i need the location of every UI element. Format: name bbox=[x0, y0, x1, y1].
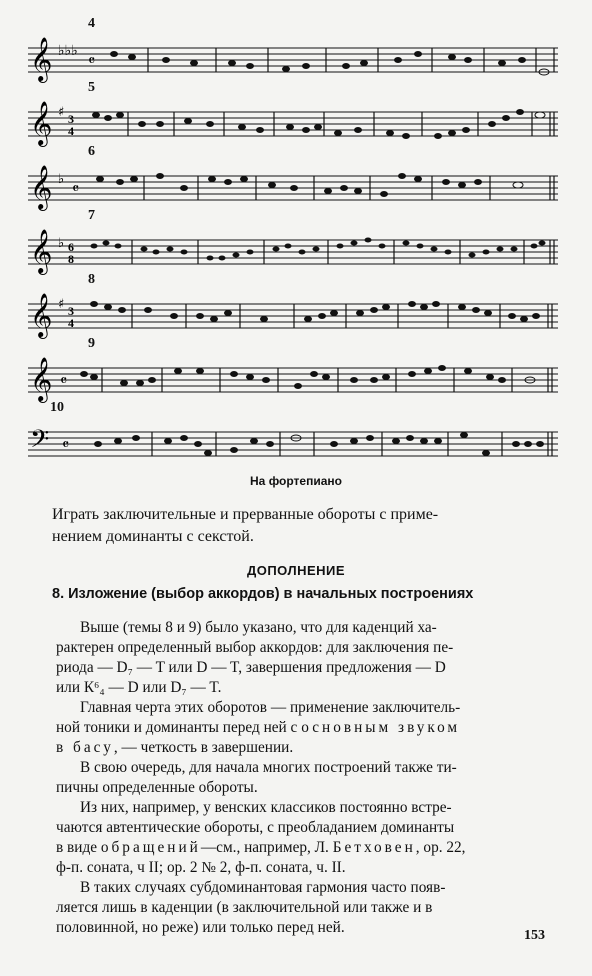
svg-text:𝄞: 𝄞 bbox=[30, 293, 53, 337]
svg-text:𝄞: 𝄞 bbox=[30, 165, 53, 209]
text-line: ляется лишь в каденции (в заключительной или также и в bbox=[56, 899, 433, 916]
svg-text:𝄴: 𝄴 bbox=[88, 51, 96, 70]
svg-text:♭: ♭ bbox=[58, 172, 65, 187]
text-span: —см., например, Л. bbox=[200, 839, 333, 856]
example-number: 6 bbox=[88, 144, 95, 159]
text-line: пичны определенные обороты. bbox=[56, 779, 258, 796]
example-number: 4 bbox=[88, 16, 95, 31]
music-example-4 bbox=[28, 16, 558, 84]
page-number: 153 bbox=[524, 928, 545, 943]
svg-text:𝄢: 𝄢 bbox=[30, 425, 50, 460]
staff bbox=[28, 214, 558, 276]
svg-text:𝄞: 𝄞 bbox=[30, 37, 53, 81]
svg-text:6: 6 bbox=[68, 240, 74, 254]
svg-text:8: 8 bbox=[68, 252, 74, 266]
svg-text:♭♭♭: ♭♭♭ bbox=[58, 43, 78, 59]
text-line bbox=[56, 838, 556, 858]
music-example-7 bbox=[28, 208, 558, 276]
text-line: В таких случаях субдоминантовая гармония часто появ- bbox=[80, 879, 446, 896]
text-line bbox=[56, 718, 556, 738]
example-number: 10 bbox=[50, 400, 64, 415]
body-text bbox=[56, 618, 556, 938]
staff bbox=[28, 342, 558, 404]
example-number: 7 bbox=[88, 208, 95, 223]
text-line: рактерен определенный выбор аккордов: для заключения пе- bbox=[56, 639, 454, 656]
text-line bbox=[56, 738, 556, 758]
spaced-emphasis: обращений bbox=[100, 839, 201, 856]
staff bbox=[28, 278, 558, 340]
text-line: половинной, но реже) или только перед ней. bbox=[56, 919, 345, 936]
subsection-heading: 8. Изложение (выбор аккордов) в начальных построениях bbox=[52, 586, 474, 602]
svg-text:𝄴: 𝄴 bbox=[62, 435, 70, 454]
text-span: ной тоники и доминанты перед ней с bbox=[56, 719, 302, 736]
svg-text:4: 4 bbox=[68, 124, 74, 138]
svg-text:♯: ♯ bbox=[58, 105, 65, 120]
text-span: в виде bbox=[56, 839, 101, 856]
svg-text:𝄞: 𝄞 bbox=[30, 357, 53, 401]
spaced-emphasis: в басу bbox=[56, 739, 114, 756]
svg-text:𝄞: 𝄞 bbox=[30, 229, 53, 273]
caption: На фортепиано bbox=[250, 474, 342, 488]
text-span: , ор. 22, bbox=[415, 839, 466, 856]
svg-text:3: 3 bbox=[68, 304, 74, 318]
instruction-line: Играть заключительные и прерванные обороты с приме- bbox=[52, 506, 439, 523]
text-line: чаются автентические обороты, с преобладанием доминанты bbox=[56, 819, 455, 836]
svg-text:𝄴: 𝄴 bbox=[72, 179, 80, 198]
music-example-8 bbox=[28, 272, 558, 340]
svg-text:𝄴: 𝄴 bbox=[60, 371, 68, 390]
music-example-5 bbox=[28, 80, 558, 148]
text-line: В свою очередь, для начала многих построений также ти- bbox=[80, 759, 457, 776]
instruction bbox=[52, 504, 562, 548]
staff bbox=[28, 406, 558, 468]
music-example-10 bbox=[28, 400, 558, 468]
section-heading: ДОПОЛНЕНИЕ bbox=[246, 563, 346, 578]
example-number: 9 bbox=[88, 336, 95, 351]
music-example-9 bbox=[28, 336, 558, 404]
text-line: риода — D₇ — T или D — T, завершения предложения — D bbox=[56, 659, 446, 676]
text-line: или К⁶₄ — D или D₇ — T. bbox=[56, 679, 222, 696]
music-examples bbox=[0, 0, 592, 470]
instruction-line: нением доминанты с секстой. bbox=[52, 528, 254, 545]
example-number: 8 bbox=[88, 272, 95, 287]
text-line: Главная черта этих оборотов — применение заключитель- bbox=[80, 699, 461, 716]
spaced-emphasis: Бетховен bbox=[332, 839, 416, 856]
text-line: Выше (темы 8 и 9) было указано, что для каденций ха- bbox=[80, 619, 437, 636]
text-line: Из них, например, у венских классиков постоянно встре- bbox=[80, 799, 452, 816]
music-example-6 bbox=[28, 144, 558, 212]
staff bbox=[28, 22, 558, 84]
staff bbox=[28, 150, 558, 212]
staff bbox=[28, 86, 558, 148]
svg-text:3: 3 bbox=[68, 112, 74, 126]
svg-text:♭: ♭ bbox=[58, 236, 65, 251]
example-number: 5 bbox=[88, 80, 95, 95]
svg-text:♯: ♯ bbox=[58, 297, 65, 312]
text-line: ф-п. соната, ч II; ор. 2 № 2, ф-п. соната, ч. II. bbox=[56, 859, 346, 876]
spaced-emphasis: основным звуком bbox=[301, 719, 461, 736]
text-span: , — четкость в завершении. bbox=[113, 739, 294, 756]
svg-text:𝄞: 𝄞 bbox=[30, 101, 53, 145]
svg-text:4: 4 bbox=[68, 316, 74, 330]
